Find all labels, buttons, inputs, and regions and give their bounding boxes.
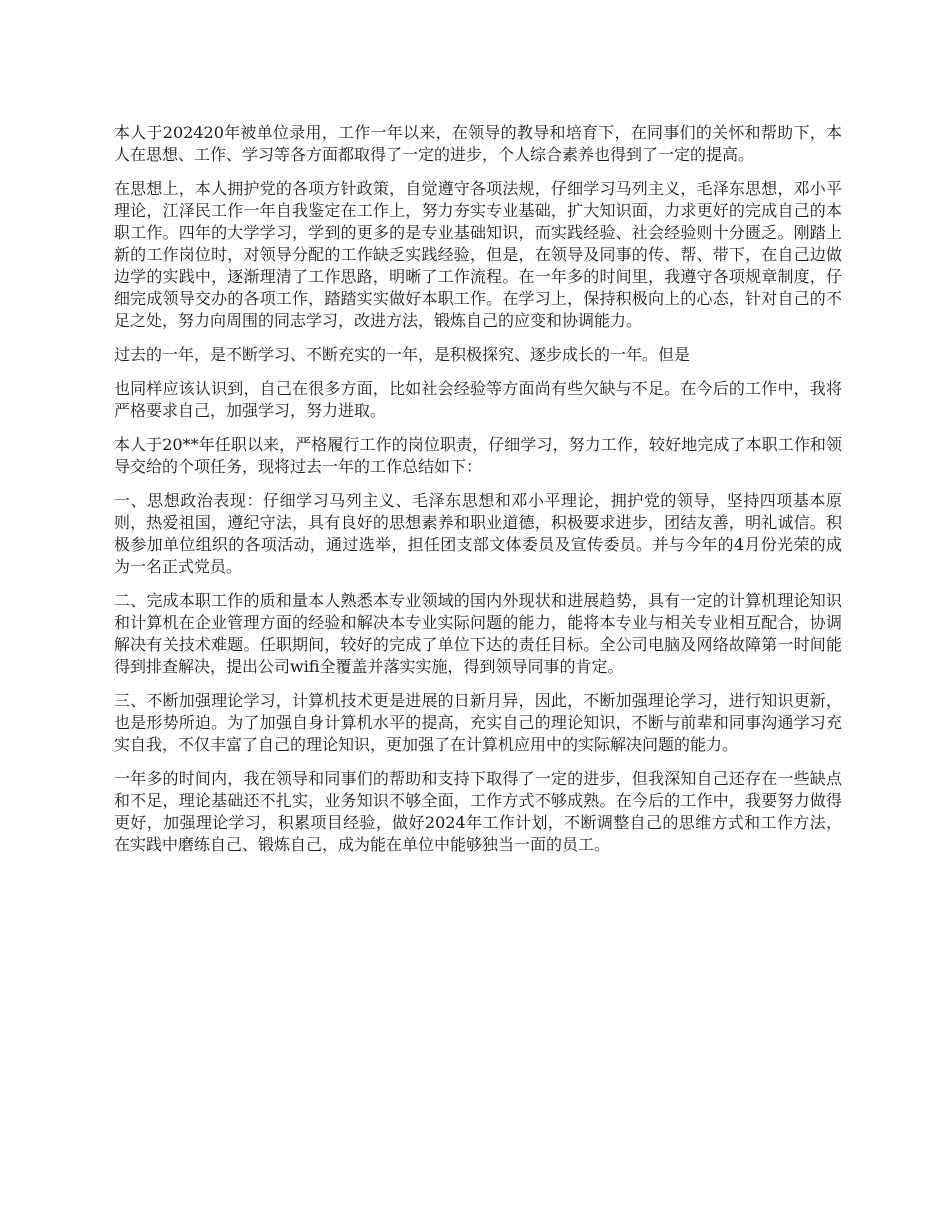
paragraph-conclusion: 一年多的时间内，我在领导和同事们的帮助和支持下取得了一定的进步，但我深知自己还存在一些缺点和不足，理论基础还不扎实，业务知识不够全面，工作方式不够成熟。在今后的工作中，我要努力做得更好，加强理论学习，积累项目经验，做好2024年工作计划，不断调整自己的思维方式和工作方法，在实践中磨练自己、锻炼自己，成为能在单位中能够独当一面的员工。 — [114, 769, 842, 854]
paragraph-section-political: 一、思想政治表现：仔细学习马列主义、毛泽东思想和邓小平理论，拥护党的领导，坚持四项基本原则，热爱祖国，遵纪守法，具有良好的思想素养和职业道德，积极要求进步，团结友善，明礼诚信。积极参加单位组织的各项活动，通过选举，担任团支部文体委员及宣传委员。并与今年的4月份光荣的成为一名正式党员。 — [114, 491, 842, 576]
paragraph-ideology-and-work: 在思想上，本人拥护党的各项方针政策，自觉遵守各项法规，仔细学习马列主义，毛泽东思想，邓小平理论，江泽民工作一年自我鉴定在工作上，努力夯实专业基础，扩大知识面，力求更好的完成自己的本职工作。四年的大学学习，学到的更多的是专业基础知识，而实践经验、社会经验则十分匮乏。刚踏上新的工作岗位时，对领导分配的工作缺乏实践经验，但是，在领导及同事的传、帮、带下，在自己边做边学的实践中，逐渐理清了工作思路，明晰了工作流程。在一年多的时间里，我遵守各项规章制度，仔细完成领导交办的各项工作，踏踏实实做好本职工作。在学习上，保持积极向上的心态，针对自己的不足之处，努力向周围的同志学习，改进方法，锻炼自己的应变和协调能力。 — [114, 179, 842, 330]
paragraph-summary-intro: 本人于20**年任职以来，严格履行工作的岗位职责，仔细学习，努力工作，较好地完成了本职工作和领导交给的个项任务，现将过去一年的工作总结如下： — [114, 435, 842, 476]
paragraph-shortcomings: 也同样应该认识到，自己在很多方面，比如社会经验等方面尚有些欠缺与不足。在今后的工作中，我将严格要求自己，加强学习，努力进取。 — [114, 379, 842, 420]
paragraph-section-duties: 二、完成本职工作的质和量本人熟悉本专业领域的国内外现状和进展趋势，具有一定的计算机理论知识和计算机在企业管理方面的经验和解决本专业实际问题的能力，能将本专业与相关专业相互配合，协调解决有关技术难题。任职期间，较好的完成了单位下达的责任目标。全公司电脑及网络故障第一时间能得到排查解决，提出公司wifi全覆盖并落实实施，得到领导同事的肯定。 — [114, 591, 842, 676]
paragraph-section-theory: 三、不断加强理论学习，计算机技术更是进展的日新月异，因此，不断加强理论学习，进行知识更新，也是形势所迫。为了加强自身计算机水平的提高，充实自己的理论知识，不断与前辈和同事沟通学习充实自我，不仅丰富了自己的理论知识，更加强了在计算机应用中的实际解决问题的能力。 — [114, 691, 842, 754]
document-body — [114, 122, 842, 868]
paragraph-past-year: 过去的一年，是不断学习、不断充实的一年，是积极探究、逐步成长的一年。但是 — [114, 345, 691, 364]
paragraph-intro: 本人于202420年被单位录用，工作一年以来，在领导的教导和培育下，在同事们的关怀和帮助下，本人在思想、工作、学习等各方面都取得了一定的进步，个人综合素养也得到了一定的提高。 — [114, 123, 842, 164]
